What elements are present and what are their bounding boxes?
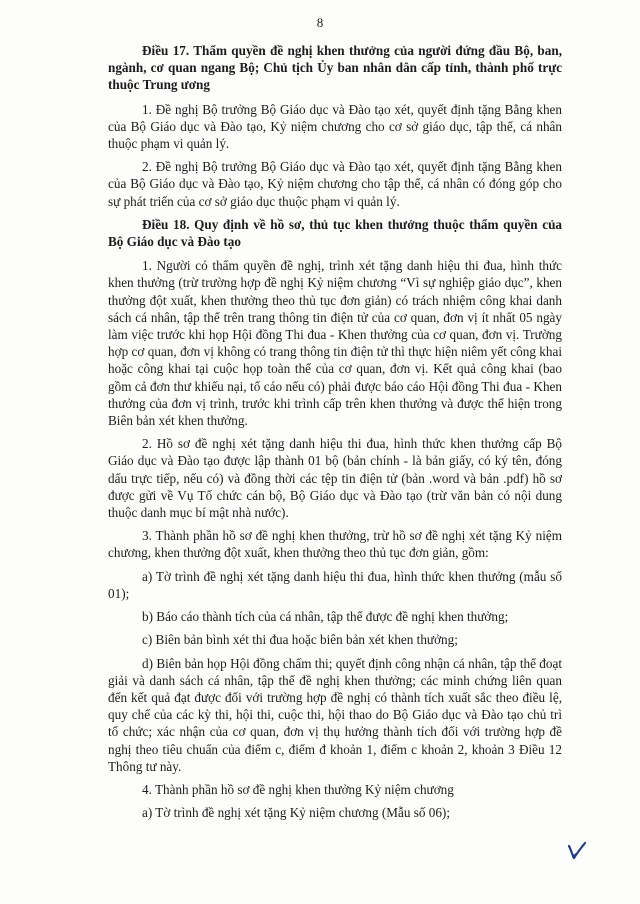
article-18-clause-3b: b) Báo cáo thành tích của cá nhân, tập thể được đề nghị khen thưởng;	[142, 609, 509, 625]
article-18-clause-1: 1. Người có thẩm quyền đề nghị, trình xét tặng danh hiệu thi đua, hình thức khen thưởng (trừ trường hợp đề nghị Kỷ niệm chương “Vì sự nghiệp giáo dục”, khen thưởng đột xuất, khen thưởng theo thủ tục đơn giản) có trách nhiệm công khai danh sách cá nhân, tập thể trên trang thông tin điện tử của cơ quan, đơn vị ít nhất 05 ngày làm việc trước khi họp Hội đồng Thi đua - Khen thưởng của cơ quan, đơn vị. Trường hợp cơ quan, đơn vị không có trang thông tin điện tử thì thực hiện niêm yết công khai hoặc công khai tại cuộc họp toàn thể của cơ quan, đơn vị. Kết quả công khai (bao gồm cả đơn thư khiếu nại, tố cáo nếu có) phải được báo cáo Hội đồng Thi đua - Khen thưởng của đơn vị trình, trước khi trình cấp trên khen thưởng và được thể hiện trong Biên bản xét khen thưởng.	[108, 258, 562, 429]
article-18-heading: Điều 18. Quy định về hồ sơ, thủ tục khen thưởng thuộc thẩm quyền của Bộ Giáo dục và Đào tạo	[108, 216, 562, 250]
article-18-clause-3a: a) Tờ trình đề nghị xét tặng danh hiệu thi đua, hình thức khen thưởng (mẫu số 01);	[108, 568, 562, 601]
article-18-clause-3: 3. Thành phần hồ sơ đề nghị khen thưởng, trừ hồ sơ đề nghị xét tặng Kỷ niệm chương, khen thưởng đột xuất, khen thưởng theo thủ tục đơn giản, gồm:	[108, 528, 562, 561]
document-body	[108, 42, 562, 827]
article-18-clause-2: 2. Hồ sơ đề nghị xét tặng danh hiệu thi đua, hình thức khen thưởng cấp Bộ Giáo dục và Đào tạo được lập thành 01 bộ (bản chính - là bản giấy, có ký tên, đóng dấu trực tiếp, nếu có) và đồng thời các tệp tin điện tử (bản .word và bản .pdf) hồ sơ được gửi về Vụ Tổ chức cán bộ, Bộ Giáo dục và Đào tạo (trừ văn bản có nội dung thuộc danh mục bí mật nhà nước).	[108, 436, 562, 521]
page-number: 8	[316, 15, 324, 30]
article-18-clause-3c: c) Biên bản bình xét thi đua hoặc biên bản xét khen thưởng;	[142, 632, 458, 648]
initial-signature-mark	[566, 840, 588, 862]
article-17-clause-2: 2. Đề nghị Bộ trưởng Bộ Giáo dục và Đào tạo xét, quyết định tặng Bằng khen của Bộ Giáo dục và Đào tạo, Kỷ niệm chương cho tập thể, cá nhân có đóng góp cho sự phát triển của cơ sở giáo dục thuộc phạm vi quản lý.	[108, 159, 562, 209]
article-18-clause-4: 4. Thành phần hồ sơ đề nghị khen thưởng Kỷ niệm chương	[142, 781, 454, 797]
signature-stroke	[569, 843, 585, 858]
article-17-clause-1: 1. Đề nghị Bộ trưởng Bộ Giáo dục và Đào tạo xét, quyết định tặng Bằng khen của Bộ Giáo dục và Đào tạo, Kỷ niệm chương cho cơ sở giáo dục, tập thể, cá nhân thuộc phạm vi quản lý.	[108, 101, 562, 152]
article-17-heading: Điều 17. Thẩm quyền đề nghị khen thưởng của người đứng đầu Bộ, ban, ngành, cơ quan ngang Bộ; Chủ tịch Ủy ban nhân dân cấp tỉnh, thành phố trực thuộc Trung ương	[108, 43, 562, 93]
article-18-clause-3d: d) Biên bản họp Hội đồng chấm thi; quyết định công nhận cá nhân, tập thể đoạt giải và danh sách cá nhân, tập thể đề nghị khen thưởng; các minh chứng liên quan đến kết quả đạt được đối với trường hợp đề nghị có thành tích xuất sắc theo điều lệ, quy chế của các kỳ thi, hội thi, cuộc thi, hội thao do Bộ Giáo dục và Đào tạo chủ trì tổ chức; xác nhận của cơ quan, đơn vị thụ hưởng thành tích đối với trường hợp đề nghị theo tiêu chuẩn của điểm c, điểm đ khoản 1, điểm c khoản 2, khoản 3 Điều 12 Thông tư này.	[108, 655, 562, 774]
article-18-clause-4a: a) Tờ trình đề nghị xét tặng Kỷ niệm chương (Mẫu số 06);	[142, 805, 450, 821]
